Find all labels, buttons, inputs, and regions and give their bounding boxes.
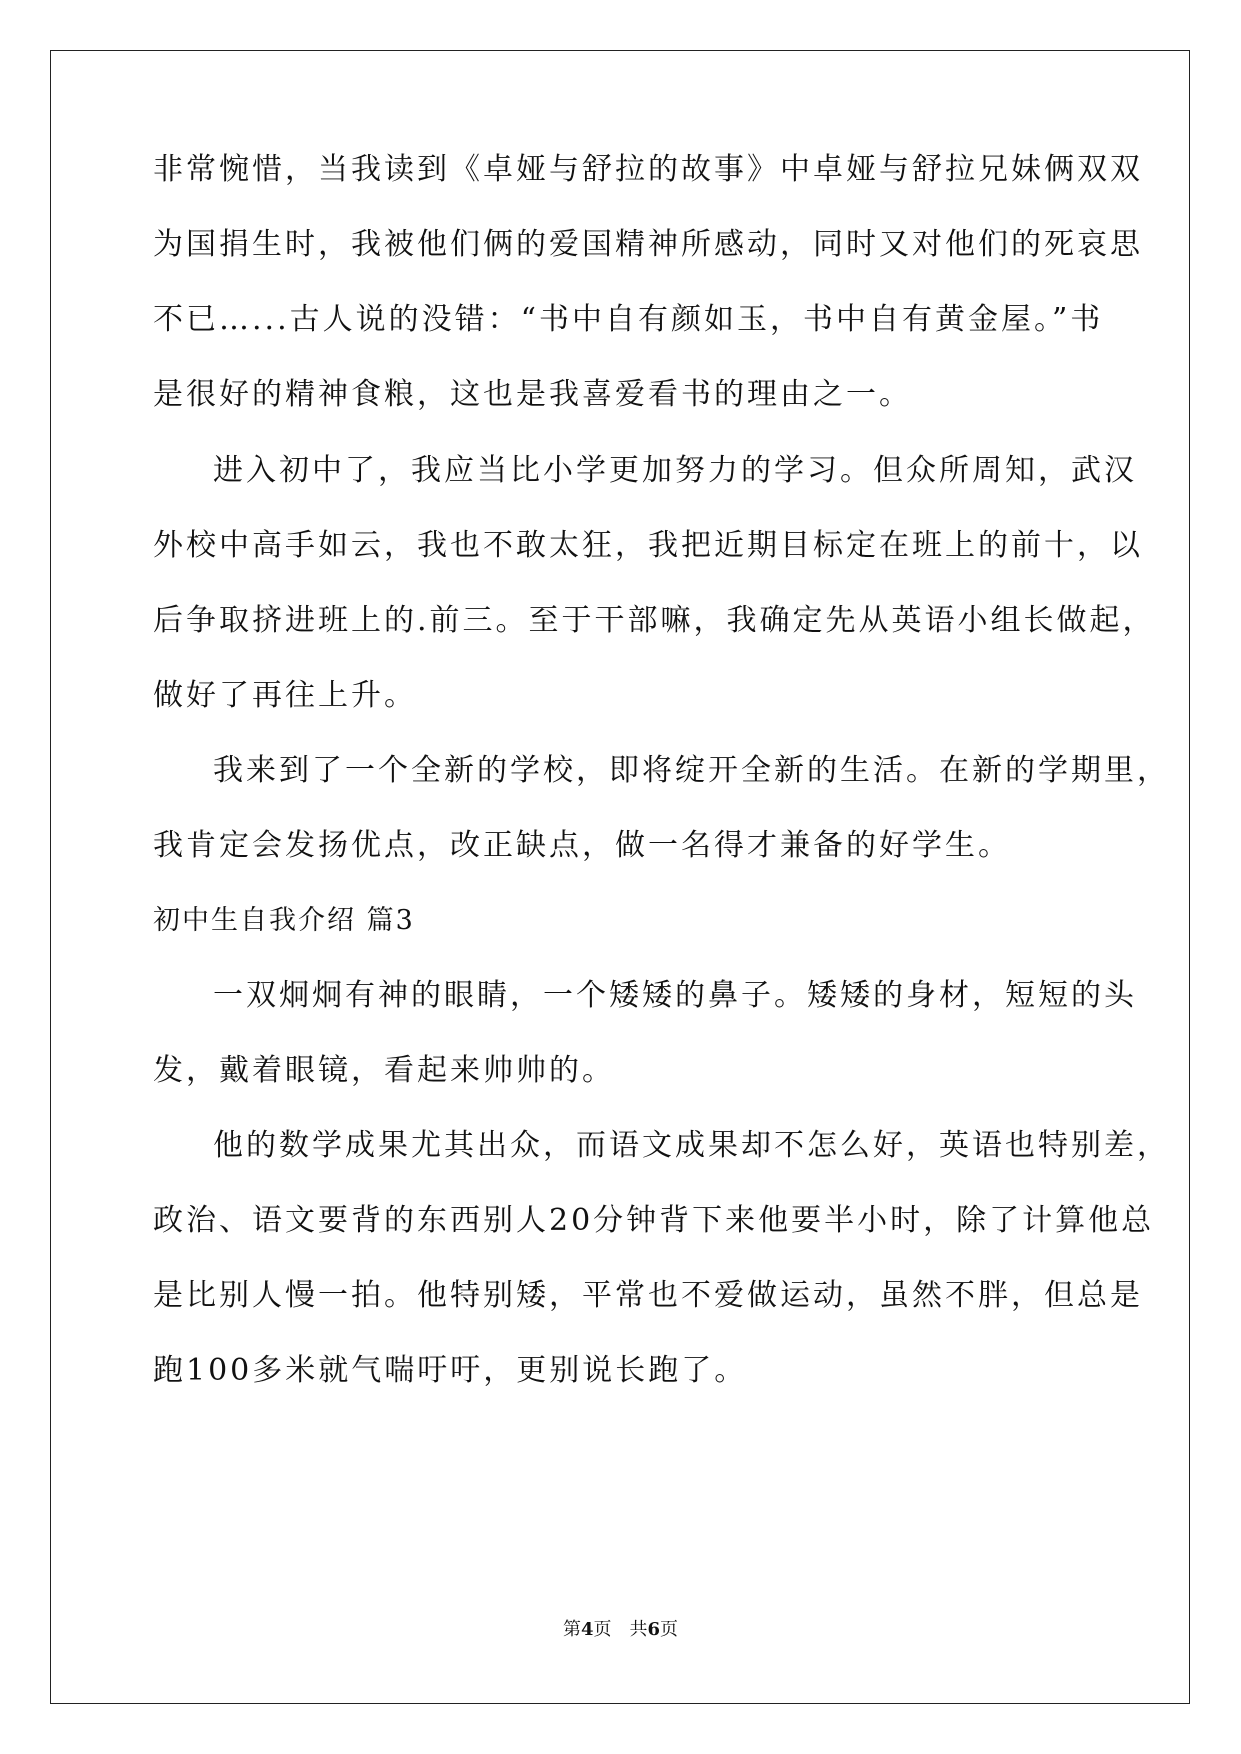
- footer-suffix: 页: [660, 1619, 679, 1640]
- paragraph-3-line-1: 我来到了一个全新的学校，即将绽开全新的生活。在新的学期里，: [213, 753, 1170, 788]
- page-footer: [0, 1618, 1241, 1642]
- paragraph-1-line-2: 为国捐生时，我被他们俩的爱国精神所感动，同时又对他们的死哀思: [153, 227, 1143, 262]
- paragraph-5-line-3: 是比别人慢一拍。他特别矮，平常也不爱做运动，虽然不胖，但总是: [153, 1278, 1143, 1313]
- paragraph-4-line-2: 发，戴着眼镜，看起来帅帅的。: [153, 1053, 615, 1088]
- paragraph-3-line-2: 我肯定会发扬优点，改正缺点，做一名得才兼备的好学生。: [153, 828, 1011, 863]
- page-frame: [50, 50, 1190, 1704]
- paragraph-5-line-4: 跑100多米就气喘吁吁，更别说长跑了。: [153, 1353, 748, 1388]
- paragraph-5-line-2: 政治、语文要背的东西别人20分钟背下来他要半小时，除了计算他总: [153, 1203, 1155, 1238]
- footer-prefix: 第: [562, 1619, 581, 1640]
- paragraph-4-line-1: 一双炯炯有神的眼睛，一个矮矮的鼻子。矮矮的身材，短短的头: [213, 978, 1137, 1013]
- current-page-number: 4: [580, 1619, 594, 1640]
- paragraph-2-line-2: 外校中高手如云，我也不敢太狂，我把近期目标定在班上的前十，以: [153, 528, 1143, 563]
- paragraph-2-line-1: 进入初中了，我应当比小学更加努力的学习。但众所周知，武汉: [213, 453, 1137, 488]
- total-pages-number: 6: [647, 1619, 661, 1640]
- paragraph-1-line-3: 不已…...古人说的没错：“书中自有颜如玉，书中自有黄金屋。”书: [153, 302, 1104, 337]
- paragraph-2-line-4: 做好了再往上升。: [153, 678, 417, 713]
- paragraph-5-line-1: 他的数学成果尤其出众，而语文成果却不怎么好，英语也特别差，: [213, 1128, 1170, 1163]
- paragraph-1-line-1: 非常惋惜，当我读到《卓娅与舒拉的故事》中卓娅与舒拉兄妹俩双双: [153, 152, 1143, 187]
- section-heading: 初中生自我介绍 篇3: [153, 905, 415, 936]
- footer-mid: 页 共: [593, 1619, 648, 1640]
- paragraph-1-line-4: 是很好的精神食粮，这也是我喜爱看书的理由之一。: [153, 377, 912, 412]
- paragraph-2-line-3: 后争取挤进班上的.前三。至于干部嘛，我确定先从英语小组长做起，: [153, 603, 1156, 638]
